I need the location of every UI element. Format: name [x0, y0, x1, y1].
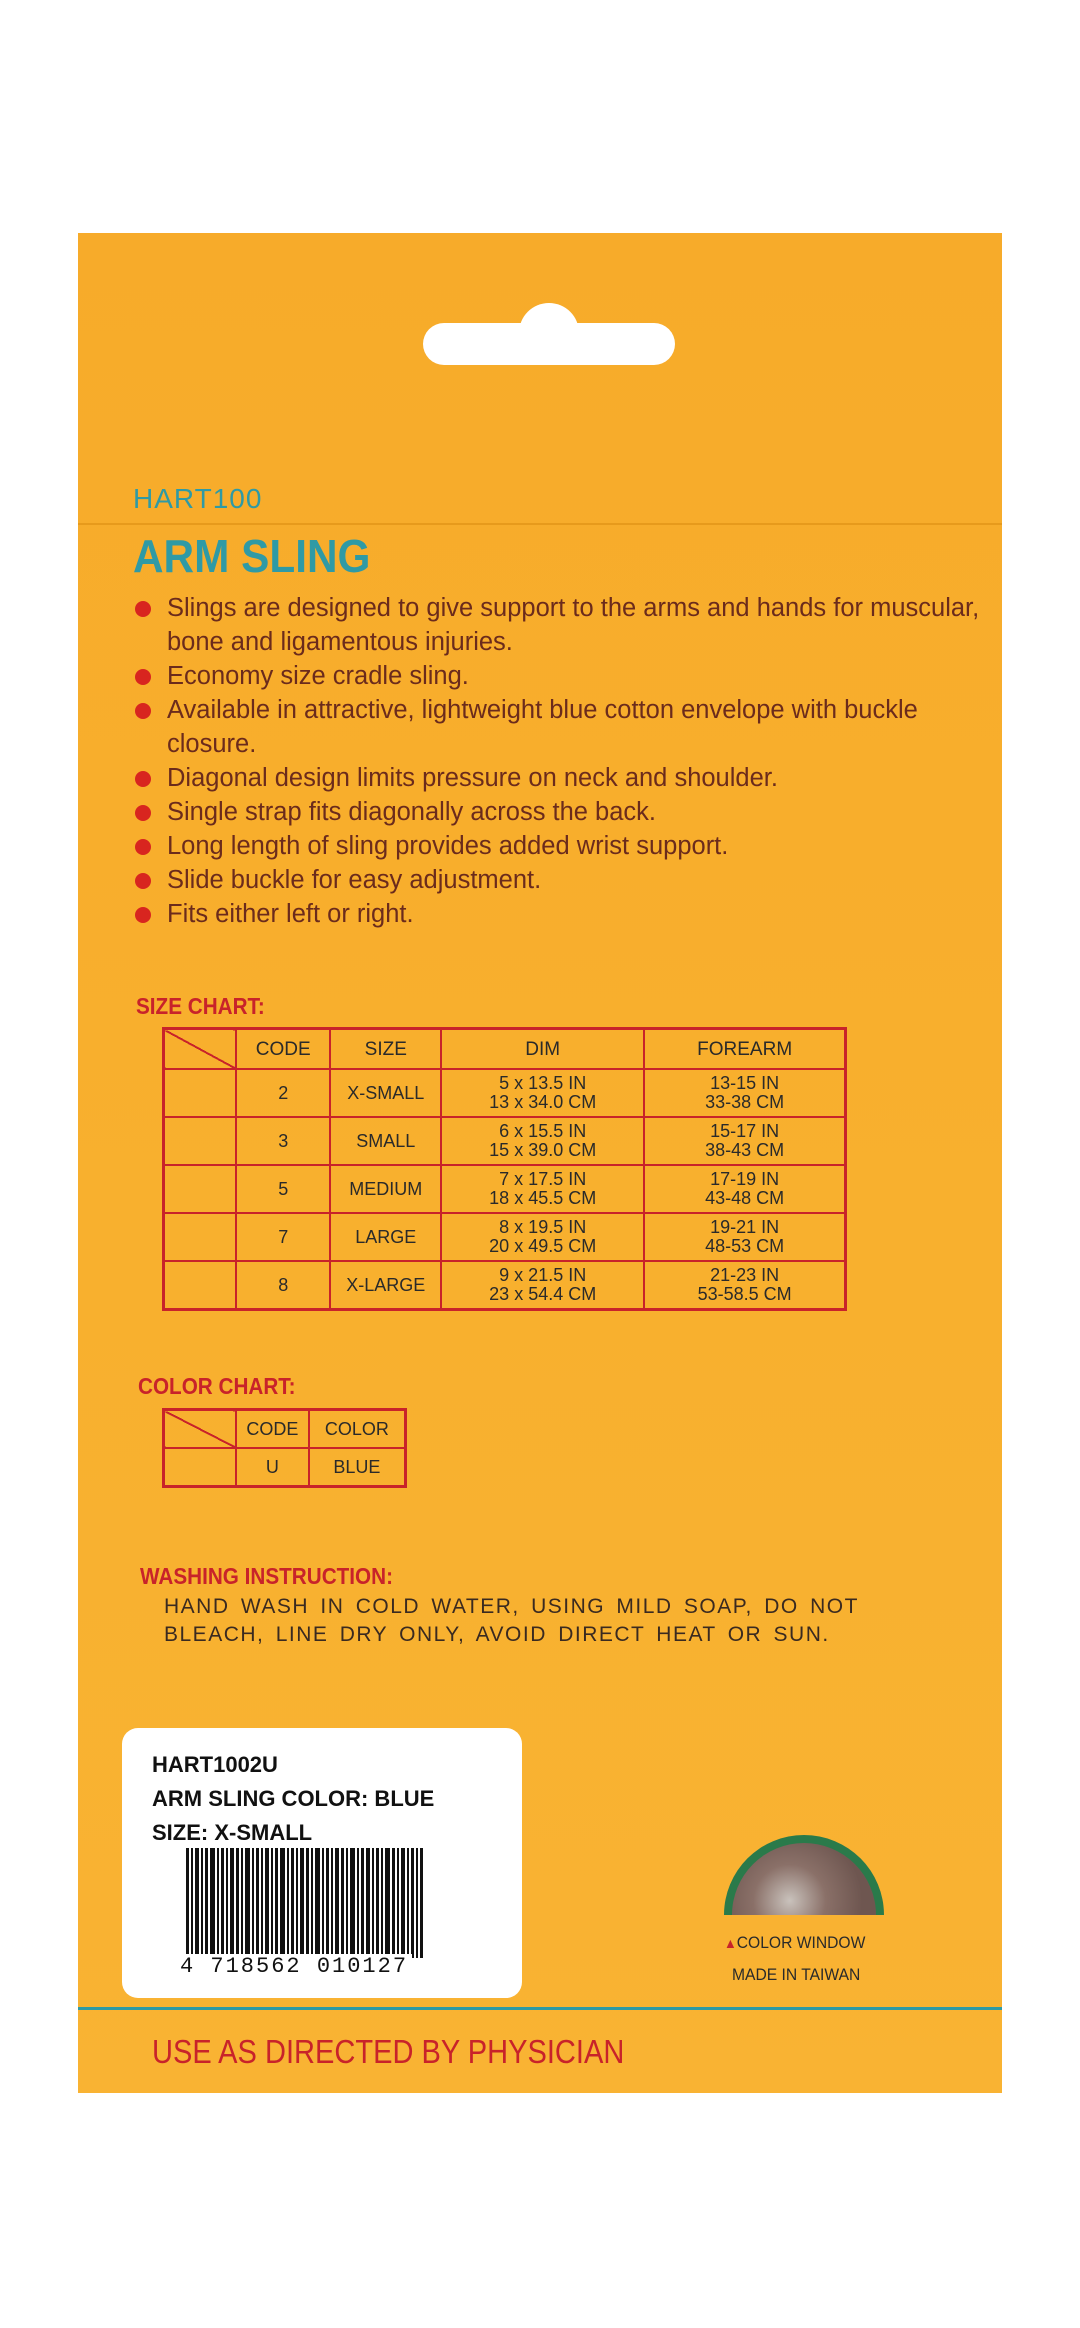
header-code: CODE [236, 1410, 309, 1449]
cell-size: LARGE [330, 1213, 441, 1261]
size-chart-header-row [164, 1029, 846, 1070]
table-row [164, 1165, 846, 1213]
cell-size: X-LARGE [330, 1261, 441, 1310]
dim-in: 5 x 13.5 IN [499, 1073, 587, 1093]
product-title: ARM SLING [133, 530, 371, 582]
color-chart-table [162, 1408, 407, 1488]
cell-dim [441, 1117, 644, 1165]
color-chart-label: COLOR CHART: [138, 1373, 296, 1399]
header-dim: DIM [441, 1029, 644, 1070]
sticker-sku: HART1002U [152, 1752, 278, 1777]
washing-line: BLEACH, LINE DRY ONLY, AVOID DIRECT HEAT OR SUN. [164, 1623, 830, 1646]
header-forearm: FOREARM [644, 1029, 845, 1070]
feature-item: Fits either left or right. [133, 897, 993, 931]
cell-code: U [236, 1448, 309, 1487]
dim-cm: 15 x 39.0 CM [489, 1140, 597, 1160]
cell-dim [441, 1213, 644, 1261]
forearm-cm: 43-48 CM [705, 1188, 785, 1208]
row-spacer [164, 1165, 236, 1213]
cell-forearm [644, 1213, 845, 1261]
feature-item: Diagonal design limits pressure on neck and shoulder. [133, 761, 993, 795]
dim-in: 7 x 17.5 IN [499, 1169, 587, 1189]
physician-notice: USE AS DIRECTED BY PHYSICIAN [152, 2033, 625, 2070]
row-spacer [164, 1261, 236, 1310]
color-window-caption [724, 1933, 865, 1953]
color-window [724, 1835, 884, 1915]
color-chart-header-row [164, 1410, 406, 1449]
cell-size: X-SMALL [330, 1069, 441, 1117]
triangle-icon: ▲ [724, 1935, 737, 1951]
product-package-card [78, 233, 1002, 2093]
forearm-in: 13-15 IN [710, 1073, 780, 1093]
color-window-text: COLOR WINDOW [736, 1933, 866, 1952]
cell-dim [441, 1069, 644, 1117]
size-chart-table [162, 1027, 847, 1311]
color-window-fabric [732, 1843, 876, 1915]
row-spacer [164, 1448, 237, 1487]
cell-code: 7 [236, 1213, 331, 1261]
hang-hole [423, 323, 675, 365]
cell-color: BLUE [309, 1448, 406, 1487]
dim-cm: 13 x 34.0 CM [489, 1092, 597, 1112]
cell-forearm [644, 1069, 845, 1117]
cell-code: 8 [236, 1261, 331, 1310]
cell-forearm [644, 1117, 845, 1165]
cell-code: 5 [236, 1165, 331, 1213]
header-code: CODE [236, 1029, 331, 1070]
washing-label: WASHING INSTRUCTION: [140, 1563, 393, 1589]
forearm-in: 21-23 IN [710, 1265, 780, 1285]
header-color: COLOR [309, 1410, 406, 1449]
sticker-product-color: ARM SLING COLOR: BLUE [152, 1786, 435, 1811]
cell-size: SMALL [330, 1117, 441, 1165]
cell-forearm [644, 1261, 845, 1310]
bottom-divider [78, 2007, 1002, 2010]
table-row [164, 1213, 846, 1261]
cell-code: 2 [236, 1069, 331, 1117]
made-in: MADE IN TAIWAN [732, 1965, 861, 1984]
table-row [164, 1069, 846, 1117]
feature-item: Single strap fits diagonally across the back. [133, 795, 993, 829]
forearm-in: 17-19 IN [710, 1169, 780, 1189]
forearm-in: 15-17 IN [710, 1121, 780, 1141]
cell-dim [441, 1261, 644, 1310]
fold-line [78, 523, 1002, 525]
dim-in: 8 x 19.5 IN [499, 1217, 587, 1237]
cell-forearm [644, 1165, 845, 1213]
washing-line: HAND WASH IN COLD WATER, USING MILD SOAP, DO NOT [164, 1595, 859, 1618]
feature-item: Available in attractive, lightweight blue cotton envelope with buckle closure. [133, 693, 993, 761]
size-chart-label: SIZE CHART: [136, 993, 265, 1019]
cell-dim [441, 1165, 644, 1213]
diagonal-cell [164, 1410, 237, 1449]
forearm-cm: 38-43 CM [705, 1140, 785, 1160]
model-number: HART100 [133, 483, 263, 514]
row-spacer [164, 1069, 236, 1117]
dim-cm: 23 x 54.4 CM [489, 1284, 597, 1304]
table-row [164, 1261, 846, 1310]
dim-cm: 18 x 45.5 CM [489, 1188, 597, 1208]
diagonal-cell [164, 1029, 236, 1070]
table-row [164, 1117, 846, 1165]
forearm-cm: 48-53 CM [705, 1236, 785, 1256]
cell-size: MEDIUM [330, 1165, 441, 1213]
feature-list [133, 591, 993, 931]
feature-item: Long length of sling provides added wrist support. [133, 829, 993, 863]
barcode-number: 4 718562 010127 [176, 1954, 412, 1979]
cell-code: 3 [236, 1117, 331, 1165]
product-sticker [122, 1728, 522, 1998]
forearm-cm: 53-58.5 CM [697, 1284, 792, 1304]
forearm-in: 19-21 IN [710, 1217, 780, 1237]
header-size: SIZE [330, 1029, 441, 1070]
feature-item: Slide buckle for easy adjustment. [133, 863, 993, 897]
sticker-size: SIZE: X-SMALL [152, 1820, 313, 1845]
dim-cm: 20 x 49.5 CM [489, 1236, 597, 1256]
table-row [164, 1448, 406, 1487]
feature-item: Economy size cradle sling. [133, 659, 993, 693]
washing-instructions [164, 1593, 884, 1649]
row-spacer [164, 1213, 236, 1261]
feature-item: Slings are designed to give support to the arms and hands for muscular, bone and ligamentous injuries. [133, 591, 993, 659]
row-spacer [164, 1117, 236, 1165]
dim-in: 6 x 15.5 IN [499, 1121, 587, 1141]
dim-in: 9 x 21.5 IN [499, 1265, 587, 1285]
barcode [186, 1848, 458, 1958]
forearm-cm: 33-38 CM [705, 1092, 785, 1112]
